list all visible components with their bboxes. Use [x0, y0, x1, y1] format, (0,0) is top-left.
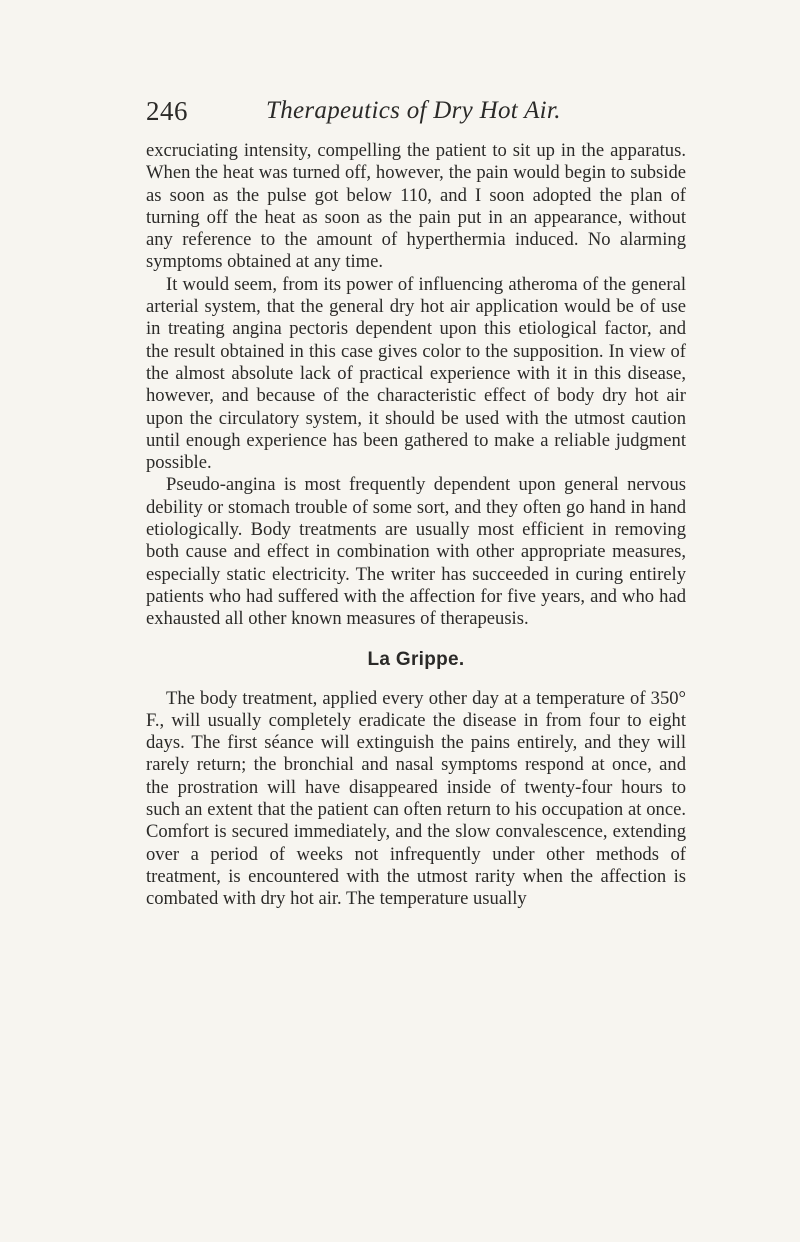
body-text — [146, 140, 686, 911]
paragraph-pseudo-angina: Pseudo-angina is most frequently dependent upon general nervous debility or stomach trouble of some sort, and they often go hand in hand etiologically. Body treatments are usually most efficient in removing both cause and effect in combination with other appropriate measures, especially static electricity. The writer has succeeded in curing entirely patients who had suffered with the affection for five years, and who had exhausted all other known measures of therapeusis. — [146, 474, 686, 630]
paragraph-la-grippe: The body treatment, applied every other day at a temperature of 350° F., will usually completely eradicate the disease in from four to eight days. The first séance will extinguish the pains entirely, and they will rarely return; the bronchial and nasal symptoms respond at once, and the prostration will have disappeared inside of twenty-four hours to such an extent that the patient can often return to his occupation at once. Comfort is secured immediately, and the slow convalescence, extending over a period of weeks not infrequently under other methods of treatment, is encountered with the utmost rarity when the affection is combated with dry hot air. The temperature usually — [146, 687, 686, 910]
paragraph-angina-pectoris: It would seem, from its power of influencing atheroma of the general arterial system, that the general dry hot air application would be of use in treating angina pectoris dependent upon this etiological factor, and the result obtained in this case gives color to the supposition. In view of the almost absolute lack of practical experience with it in this disease, however, and because of the characteristic effect of body dry hot air upon the circulatory system, it should be used with the utmost caution until enough experience has been gathered to make a reliable judgment possible. — [146, 273, 686, 474]
running-head — [146, 96, 686, 132]
running-title: Therapeutics of Dry Hot Air. — [266, 97, 561, 124]
page-number: 246 — [146, 96, 188, 126]
paragraph-continued: excruciating intensity, compelling the patient to sit up in the apparatus. When the heat was turned off, however, the pain would begin to subside as soon as the pulse got below 110, and I soon adopted the plan of turning off the heat as soon as the pain put in an appearance, without any reference to the amount of hyperthermia induced. No alarming symptoms obtained at any time. — [146, 140, 686, 273]
section-heading: La Grippe. — [367, 648, 465, 670]
